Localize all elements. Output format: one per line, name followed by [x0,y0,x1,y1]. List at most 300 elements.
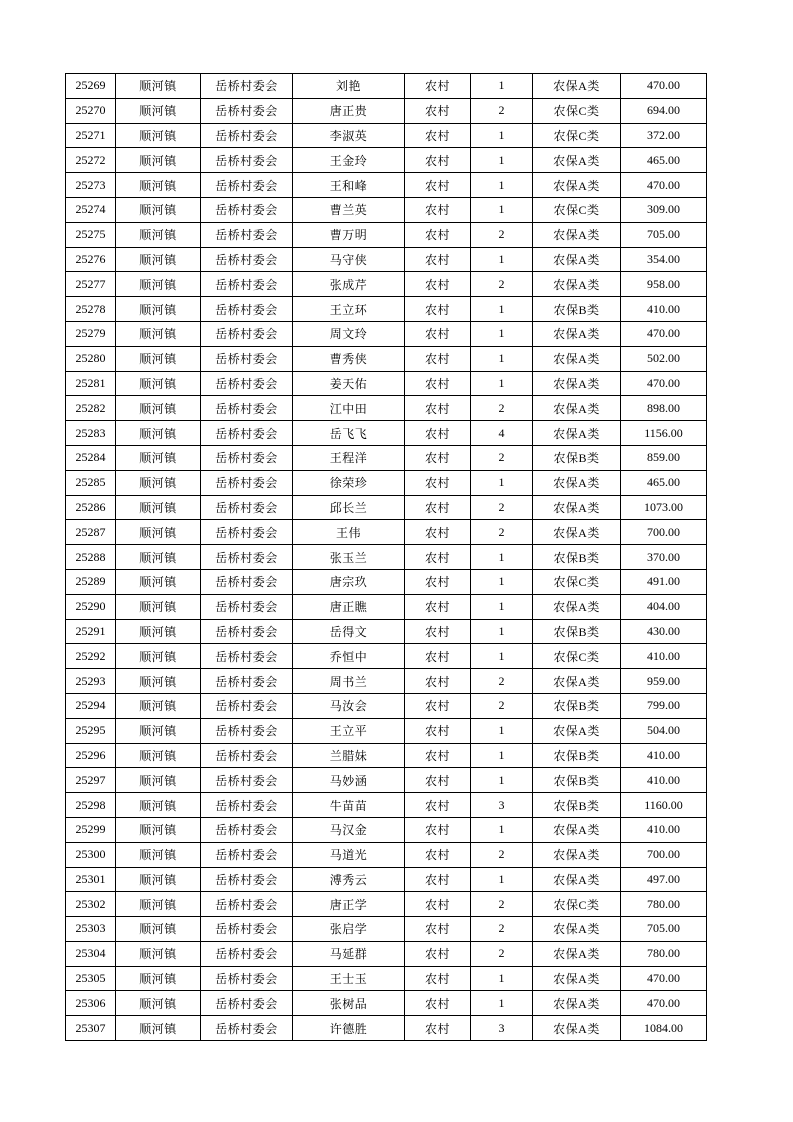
table-cell-amount: 497.00 [621,867,707,892]
table-cell-amount: 780.00 [621,941,707,966]
table-cell-village: 岳桥村委会 [201,495,293,520]
table-cell-id: 25304 [66,941,116,966]
table-cell-category: 农保A类 [533,272,621,297]
table-cell-count: 3 [471,793,533,818]
table-cell-type: 农村 [405,396,471,421]
table-cell-count: 2 [471,941,533,966]
table-cell-type: 农村 [405,148,471,173]
table-cell-count: 1 [471,991,533,1016]
table-cell-name: 马汝会 [293,693,405,718]
table-cell-amount: 502.00 [621,346,707,371]
table-row [66,892,707,917]
table-cell-count: 3 [471,1016,533,1041]
table-cell-category: 农保A类 [533,594,621,619]
table-cell-type: 农村 [405,817,471,842]
table-cell-village: 岳桥村委会 [201,197,293,222]
table-cell-type: 农村 [405,520,471,545]
table-cell-town: 顺河镇 [116,718,201,743]
table-cell-village: 岳桥村委会 [201,569,293,594]
table-cell-town: 顺河镇 [116,421,201,446]
table-cell-village: 岳桥村委会 [201,272,293,297]
table-cell-id: 25295 [66,718,116,743]
table-cell-count: 2 [471,396,533,421]
table-cell-village: 岳桥村委会 [201,148,293,173]
table-cell-type: 农村 [405,197,471,222]
table-cell-amount: 404.00 [621,594,707,619]
table-cell-town: 顺河镇 [116,470,201,495]
table-cell-count: 2 [471,520,533,545]
table-cell-name: 姜天佑 [293,371,405,396]
table-cell-amount: 705.00 [621,917,707,942]
table-cell-village: 岳桥村委会 [201,421,293,446]
table-cell-town: 顺河镇 [116,445,201,470]
table-row [66,222,707,247]
table-cell-type: 农村 [405,594,471,619]
table-cell-type: 农村 [405,247,471,272]
table-cell-count: 1 [471,619,533,644]
table-cell-type: 农村 [405,421,471,446]
table-cell-id: 25292 [66,644,116,669]
table-cell-count: 1 [471,594,533,619]
table-cell-category: 农保B类 [533,693,621,718]
table-cell-village: 岳桥村委会 [201,297,293,322]
table-cell-town: 顺河镇 [116,867,201,892]
table-cell-id: 25303 [66,917,116,942]
table-cell-category: 农保A类 [533,1016,621,1041]
table-cell-type: 农村 [405,545,471,570]
table-cell-amount: 859.00 [621,445,707,470]
table-row [66,197,707,222]
table-cell-category: 农保B类 [533,619,621,644]
table-cell-village: 岳桥村委会 [201,247,293,272]
table-cell-count: 1 [471,768,533,793]
table-cell-amount: 898.00 [621,396,707,421]
table-cell-type: 农村 [405,966,471,991]
table-cell-id: 25305 [66,966,116,991]
table-cell-count: 1 [471,74,533,99]
table-cell-town: 顺河镇 [116,693,201,718]
table-cell-type: 农村 [405,321,471,346]
table-row [66,445,707,470]
table-cell-category: 农保A类 [533,421,621,446]
table-cell-category: 农保A类 [533,148,621,173]
table-cell-category: 农保A类 [533,718,621,743]
table-cell-count: 2 [471,842,533,867]
table-cell-village: 岳桥村委会 [201,396,293,421]
table-cell-category: 农保A类 [533,74,621,99]
table-cell-type: 农村 [405,917,471,942]
table-cell-amount: 465.00 [621,470,707,495]
table-cell-count: 1 [471,173,533,198]
table-cell-village: 岳桥村委会 [201,222,293,247]
table-cell-category: 农保A类 [533,991,621,1016]
table-cell-category: 农保A类 [533,396,621,421]
table-cell-name: 张启学 [293,917,405,942]
table-cell-town: 顺河镇 [116,619,201,644]
table-cell-town: 顺河镇 [116,793,201,818]
table-cell-category: 农保C类 [533,197,621,222]
table-cell-name: 许德胜 [293,1016,405,1041]
table-cell-type: 农村 [405,991,471,1016]
table-cell-amount: 410.00 [621,768,707,793]
table-cell-id: 25274 [66,197,116,222]
table-row [66,173,707,198]
table-cell-village: 岳桥村委会 [201,991,293,1016]
table-cell-village: 岳桥村委会 [201,966,293,991]
table-cell-id: 25296 [66,743,116,768]
table-cell-village: 岳桥村委会 [201,917,293,942]
table-row [66,123,707,148]
table-cell-amount: 372.00 [621,123,707,148]
table-cell-count: 2 [471,222,533,247]
table-cell-village: 岳桥村委会 [201,520,293,545]
table-cell-category: 农保B类 [533,793,621,818]
table-cell-id: 25278 [66,297,116,322]
table-row [66,321,707,346]
table-cell-type: 农村 [405,793,471,818]
table-cell-amount: 700.00 [621,842,707,867]
table-cell-village: 岳桥村委会 [201,371,293,396]
table-row [66,396,707,421]
table-cell-town: 顺河镇 [116,520,201,545]
table-cell-count: 2 [471,917,533,942]
table-cell-amount: 470.00 [621,74,707,99]
table-cell-town: 顺河镇 [116,197,201,222]
table-cell-count: 1 [471,718,533,743]
table-cell-village: 岳桥村委会 [201,321,293,346]
table-row [66,346,707,371]
table-cell-category: 农保B类 [533,768,621,793]
table-cell-category: 农保C类 [533,569,621,594]
table-cell-category: 农保A类 [533,495,621,520]
table-cell-amount: 465.00 [621,148,707,173]
table-cell-type: 农村 [405,272,471,297]
table-row [66,1016,707,1041]
table-cell-category: 农保B类 [533,445,621,470]
table-cell-type: 农村 [405,842,471,867]
table-cell-town: 顺河镇 [116,842,201,867]
table-cell-category: 农保A类 [533,842,621,867]
table-cell-village: 岳桥村委会 [201,743,293,768]
table-cell-count: 2 [471,272,533,297]
table-cell-category: 农保A类 [533,222,621,247]
table-cell-amount: 370.00 [621,545,707,570]
table-cell-town: 顺河镇 [116,247,201,272]
table-row [66,991,707,1016]
table-cell-amount: 799.00 [621,693,707,718]
table-cell-village: 岳桥村委会 [201,123,293,148]
table-row [66,842,707,867]
table-cell-category: 农保A类 [533,470,621,495]
table-cell-town: 顺河镇 [116,272,201,297]
table-cell-name: 李淑英 [293,123,405,148]
data-table [65,73,707,1041]
table-cell-type: 农村 [405,371,471,396]
table-cell-category: 农保A类 [533,867,621,892]
table-cell-id: 25291 [66,619,116,644]
table-cell-category: 农保B类 [533,297,621,322]
table-cell-id: 25307 [66,1016,116,1041]
table-cell-id: 25286 [66,495,116,520]
table-cell-amount: 470.00 [621,991,707,1016]
table-cell-name: 马汉金 [293,817,405,842]
table-cell-amount: 470.00 [621,966,707,991]
table-cell-count: 1 [471,545,533,570]
table-cell-id: 25280 [66,346,116,371]
table-cell-name: 王程洋 [293,445,405,470]
table-row [66,495,707,520]
table-row [66,247,707,272]
table-cell-id: 25301 [66,867,116,892]
table-cell-count: 1 [471,644,533,669]
table-body [66,74,707,1041]
table-cell-id: 25302 [66,892,116,917]
table-cell-name: 刘艳 [293,74,405,99]
table-row [66,569,707,594]
table-cell-type: 农村 [405,74,471,99]
table-cell-name: 王伟 [293,520,405,545]
table-cell-town: 顺河镇 [116,545,201,570]
table-cell-town: 顺河镇 [116,569,201,594]
table-cell-village: 岳桥村委会 [201,793,293,818]
table-cell-id: 25283 [66,421,116,446]
table-cell-id: 25275 [66,222,116,247]
table-cell-id: 25289 [66,569,116,594]
table-row [66,98,707,123]
table-row [66,793,707,818]
table-cell-type: 农村 [405,718,471,743]
table-cell-name: 张成芹 [293,272,405,297]
table-cell-village: 岳桥村委会 [201,644,293,669]
table-cell-amount: 1160.00 [621,793,707,818]
table-cell-type: 农村 [405,470,471,495]
table-row [66,297,707,322]
table-cell-id: 25306 [66,991,116,1016]
table-row [66,966,707,991]
table-row [66,520,707,545]
table-cell-amount: 780.00 [621,892,707,917]
table-cell-category: 农保A类 [533,247,621,272]
table-row [66,867,707,892]
table-cell-type: 农村 [405,619,471,644]
table-cell-count: 1 [471,743,533,768]
table-cell-village: 岳桥村委会 [201,842,293,867]
table-cell-count: 1 [471,247,533,272]
table-cell-type: 农村 [405,693,471,718]
table-cell-category: 农保A类 [533,520,621,545]
table-cell-category: 农保B类 [533,545,621,570]
table-cell-amount: 1084.00 [621,1016,707,1041]
table-cell-count: 1 [471,197,533,222]
table-cell-id: 25271 [66,123,116,148]
table-cell-amount: 694.00 [621,98,707,123]
table-cell-town: 顺河镇 [116,1016,201,1041]
table-cell-name: 唐正贵 [293,98,405,123]
table-cell-id: 25282 [66,396,116,421]
table-cell-amount: 958.00 [621,272,707,297]
table-cell-id: 25281 [66,371,116,396]
table-row [66,941,707,966]
table-row [66,545,707,570]
table-cell-count: 2 [471,98,533,123]
table-cell-amount: 700.00 [621,520,707,545]
table-cell-count: 1 [471,148,533,173]
table-cell-type: 农村 [405,173,471,198]
table-cell-name: 周书兰 [293,669,405,694]
table-cell-type: 农村 [405,892,471,917]
table-cell-type: 农村 [405,98,471,123]
table-cell-id: 25269 [66,74,116,99]
table-cell-village: 岳桥村委会 [201,718,293,743]
table-cell-category: 农保A类 [533,669,621,694]
table-cell-count: 2 [471,693,533,718]
table-cell-town: 顺河镇 [116,991,201,1016]
table-cell-count: 1 [471,321,533,346]
table-row [66,594,707,619]
table-cell-name: 兰腊妹 [293,743,405,768]
table-cell-name: 乔恒中 [293,644,405,669]
table-cell-id: 25300 [66,842,116,867]
table-cell-amount: 1156.00 [621,421,707,446]
table-cell-town: 顺河镇 [116,74,201,99]
table-cell-id: 25279 [66,321,116,346]
table-cell-amount: 430.00 [621,619,707,644]
table-cell-amount: 410.00 [621,644,707,669]
table-cell-town: 顺河镇 [116,495,201,520]
table-cell-type: 农村 [405,123,471,148]
table-cell-id: 25285 [66,470,116,495]
table-cell-name: 王和峰 [293,173,405,198]
table-cell-category: 农保C类 [533,123,621,148]
table-cell-count: 1 [471,346,533,371]
table-cell-amount: 410.00 [621,297,707,322]
table-cell-count: 2 [471,669,533,694]
table-cell-name: 王立环 [293,297,405,322]
table-cell-name: 张树品 [293,991,405,1016]
table-cell-type: 农村 [405,297,471,322]
table-cell-town: 顺河镇 [116,892,201,917]
table-cell-name: 溥秀云 [293,867,405,892]
table-cell-amount: 504.00 [621,718,707,743]
table-cell-town: 顺河镇 [116,743,201,768]
table-cell-id: 25272 [66,148,116,173]
table-row [66,718,707,743]
table-row [66,817,707,842]
table-cell-id: 25293 [66,669,116,694]
table-cell-name: 曹万明 [293,222,405,247]
table-cell-name: 唐宗玖 [293,569,405,594]
table-cell-amount: 470.00 [621,321,707,346]
table-cell-id: 25273 [66,173,116,198]
table-cell-id: 25298 [66,793,116,818]
table-cell-count: 2 [471,892,533,917]
table-cell-category: 农保A类 [533,371,621,396]
table-cell-count: 1 [471,470,533,495]
table-cell-name: 马妙涵 [293,768,405,793]
table-cell-amount: 959.00 [621,669,707,694]
table-cell-name: 张玉兰 [293,545,405,570]
table-cell-town: 顺河镇 [116,917,201,942]
table-cell-village: 岳桥村委会 [201,346,293,371]
table-row [66,644,707,669]
table-cell-town: 顺河镇 [116,966,201,991]
table-cell-village: 岳桥村委会 [201,98,293,123]
table-cell-id: 25297 [66,768,116,793]
table-cell-name: 牛苗苗 [293,793,405,818]
table-cell-village: 岳桥村委会 [201,941,293,966]
table-cell-village: 岳桥村委会 [201,867,293,892]
table-cell-name: 江中田 [293,396,405,421]
table-cell-type: 农村 [405,445,471,470]
table-cell-id: 25284 [66,445,116,470]
table-cell-category: 农保C类 [533,98,621,123]
table-cell-town: 顺河镇 [116,644,201,669]
table-cell-amount: 470.00 [621,173,707,198]
table-cell-amount: 410.00 [621,817,707,842]
table-row [66,917,707,942]
table-cell-name: 岳飞飞 [293,421,405,446]
table-cell-type: 农村 [405,743,471,768]
table-cell-name: 岳得文 [293,619,405,644]
table-cell-type: 农村 [405,222,471,247]
table-cell-count: 1 [471,817,533,842]
table-cell-id: 25270 [66,98,116,123]
table-cell-count: 1 [471,371,533,396]
table-cell-category: 农保A类 [533,917,621,942]
table-cell-town: 顺河镇 [116,941,201,966]
table-cell-count: 1 [471,966,533,991]
table-cell-type: 农村 [405,1016,471,1041]
table-cell-id: 25287 [66,520,116,545]
table-cell-name: 曹秀侠 [293,346,405,371]
table-cell-name: 徐荣珍 [293,470,405,495]
table-cell-amount: 410.00 [621,743,707,768]
table-cell-village: 岳桥村委会 [201,669,293,694]
table-cell-town: 顺河镇 [116,148,201,173]
table-cell-type: 农村 [405,867,471,892]
table-cell-type: 农村 [405,495,471,520]
table-cell-town: 顺河镇 [116,123,201,148]
table-cell-category: 农保A类 [533,346,621,371]
table-cell-name: 唐正瞧 [293,594,405,619]
table-row [66,272,707,297]
table-cell-town: 顺河镇 [116,321,201,346]
table-cell-village: 岳桥村委会 [201,693,293,718]
table-cell-village: 岳桥村委会 [201,619,293,644]
table-cell-count: 2 [471,495,533,520]
table-cell-name: 王立平 [293,718,405,743]
table-cell-count: 1 [471,297,533,322]
table-cell-type: 农村 [405,644,471,669]
table-row [66,470,707,495]
table-cell-type: 农村 [405,346,471,371]
table-cell-category: 农保A类 [533,817,621,842]
table-cell-count: 4 [471,421,533,446]
table-cell-village: 岳桥村委会 [201,1016,293,1041]
table-cell-amount: 705.00 [621,222,707,247]
table-cell-village: 岳桥村委会 [201,74,293,99]
table-cell-village: 岳桥村委会 [201,594,293,619]
table-row [66,371,707,396]
table-cell-category: 农保A类 [533,173,621,198]
table-cell-village: 岳桥村委会 [201,768,293,793]
table-cell-amount: 354.00 [621,247,707,272]
table-cell-town: 顺河镇 [116,173,201,198]
table-cell-town: 顺河镇 [116,222,201,247]
table-cell-town: 顺河镇 [116,768,201,793]
table-cell-name: 邱长兰 [293,495,405,520]
table-cell-name: 周文玲 [293,321,405,346]
